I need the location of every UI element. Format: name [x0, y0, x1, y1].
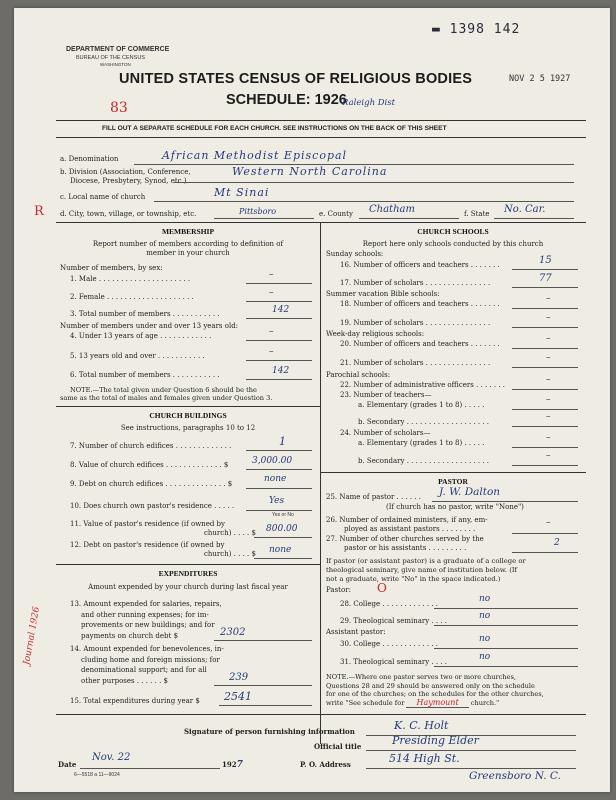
q2-value: –	[269, 288, 274, 298]
schedule-title: SCHEDULE: 1926	[226, 92, 347, 108]
pastor-note-3: for one of the churches; on the schedules for the other churches,	[326, 690, 544, 699]
pastor-note-4: write "See schedule for	[326, 698, 405, 707]
q5-number: 5.	[70, 352, 77, 360]
po-address-label: P. O. Address	[300, 760, 351, 769]
pastor-note-church-name: Haymount	[406, 698, 468, 708]
margin-r-mark: R	[34, 204, 44, 219]
graduate-instructions	[326, 557, 526, 584]
q28-value: no	[479, 594, 491, 604]
q28-text: 28. College	[340, 600, 381, 608]
q14-line-1: 14. Amount expended for benevolences, in-	[70, 645, 224, 653]
age-intro-label: Number of members under and over 13 years old:	[60, 322, 239, 330]
q17-value: 77	[539, 273, 552, 284]
year-digit: 7	[236, 760, 243, 770]
q24b-value: –	[546, 451, 551, 461]
q15-text: 15. Total expenditures during year	[70, 697, 194, 705]
q6-number: 6.	[70, 371, 77, 379]
q17-text: 17. Number of scholars	[340, 279, 424, 287]
red-number: 83	[110, 100, 128, 116]
city-label: WASHINGTON	[100, 62, 131, 67]
q20-value: –	[546, 334, 551, 344]
q25-label: 25. Name of pastor . . . . . .	[326, 493, 422, 501]
membership-note: NOTE.—The total given under Question 6 should be the	[70, 386, 257, 394]
q8-value: 3,000.00	[252, 456, 293, 466]
q29-value: no	[479, 611, 491, 621]
q22-label: 22. Number of administrative officers . . . . . . .	[340, 381, 506, 389]
pastor-red-mark: O	[377, 581, 387, 595]
year-prefix: 192	[222, 760, 237, 769]
census-schedule-sheet: DEPARTMENT OF COMMERCE BUREAU OF THE CENSUS WASHINGTON ▬ 1398 142 NOV 2 5 1927 UNITED STATES CENSUS OF RELIGIOUS BODIES SCHEDULE: 1926 Raleigh Dist 83 FILL OUT A SEPARATE SCHEDULE FOR EACH CHURCH. SEE INSTRUCTIONS ON THE BACK OF THIS SHEET a. Denomination African Methodist Episcopal b. Division (Association, Conference, Diocese, Presbytery, Synod, etc.) Western North Carolina R c. Local name of church Mt Sinai d. City, town, village, or township, etc. Pittsboro e. County Chatham f. State No. Car. MEMBERSHIP Report number of members according to definition of member in your church Number of members, by sex: 1. Male . . . . . . . . . . . . . . . . . . . . . – 2. Female . . . . . . . . . . . . . . . . . . . . – 3. Total number of members . . . . . . . . . . . 142 Number of members under and over 13 years old: 4. Under 13 years of age . . . . . . . . . . . . – 5. 13 years old and over . . . . . . . . . . . – 6. Total number of members . . . . . . . . . . . 142 NOTE.—The total given under Question 6 should be the same as the total of males and females given under Question 3. CHURCH BUILDINGS See instructions, paragraphs 10 to 12 7. Number of church edifices . . . . . . . . . . . . . 1 8. Value of church edifices . . . . . . . . . . . . . $ 3,000.00 9. Debt on church edifices . . . . . . . . . . . . . . $ none 10. Does church own pastor's residence . . . . . Yes Yes or No 11. Value of pastor's residence (if owned by church) . . . . $ 800.00 12. Debt on pastor's residence (if owned by church) . . . . $ none EXPENDITURES Amount expended by your church during last fiscal year 13. Amount expended for salaries, repairs, and other running expenses; for im- provements or new buildings; and for payments on church debt $ 2302 14. Amount expended for benevolences, in- cluding home and foreign missions; for denominational support; and for all other purposes . . . . . . $ 239 15. Total expenditures during year $ 2541 Journal 1926 CHURCH SCHOOLS Report here only schools conducted by this church Sunday schools: 16. Number of officers and teachers . . . . . . . 15 17. Number of scholars . . . . . . . . . . . . . . . 77 Summer vacation Bible schools: 18. Number of officers and teachers . . . . . . . – 19. Number of scholars . . . . . . . . . . . . . . . – Week-day religious schools: 20. Number of officers and teachers . . . . . . . – 21. Number of scholars . . . . . . . . . . . . . . . – Parochial schools: 22. Number of administrative officers . . . . . . . – 23. Number of teachers— a. Elementary (grades 1 to 8) . . . . . – b. Secondary . . . . . . . . . . . . . . . . . . . – 24. Number of scholars— a. Elementary (grades 1 to 8) . . . . . – b. Secondary . . . . . . . . . . . . . . . . . . . – PASTOR 25. Name of pastor . . . . . . J. W. Dalton (If church has no pastor, write "None") 26. Number of ordained ministers, if any, em- ployed as assistant pastors . . . . . . . . – 27. Number of other churches served by the pastor or his assistants . . . . . . . . . 2 If pastor (or assistant pastor) is a graduate of a college or theological seminary, give name of institution below. (If not a graduate, write "No" in the space indicated.) Pastor: O 28. College . . . . . . . . . . . . . no 29. Theological seminary . . . . no Assistant pastor: 30. College . . . . . . . . . . . . . no 31. Theological seminary . . . . no NOTE.—Where one pastor serves two or more churches, Questions 28 and 29 should be answered only on the schedule for one of the churches; on the schedules for the other churches, write "See schedule for Haymount church." Signature of person furnishing information K. C. Holt Official title Presiding Elder Date Nov. 22 1927 P. O. Address 514 High St. Greensboro N. C. 6—5518 a 11—9024	[14, 8, 610, 792]
q14-value: 239	[229, 672, 249, 683]
official-title-label: Official title	[314, 742, 362, 751]
q3-number: 3.	[70, 310, 77, 318]
signature-value: K. C. Holt	[394, 719, 449, 732]
q31-text: 31. Theological seminary	[340, 658, 430, 666]
q10-text: 10. Does church own pastor's residence	[70, 502, 212, 510]
q13-dollar: $	[173, 631, 179, 640]
q23a-value: –	[546, 395, 551, 405]
graduate-line-2: theological seminary, give name of institution below. (If	[326, 566, 518, 574]
q16-label: 16. Number of officers and teachers . . . . . . .	[340, 261, 500, 269]
q13-line-4: payments on church debt	[81, 631, 172, 640]
q3-value: 142	[272, 305, 290, 315]
district-note: Raleigh Dist	[342, 98, 396, 108]
q27-text-2: pastor or his assistants	[344, 544, 427, 552]
church-buildings-heading: CHURCH BUILDINGS	[149, 411, 227, 420]
q24b-label: b. Secondary . . . . . . . . . . . . . . . . . . .	[358, 457, 490, 465]
q18-label: 18. Number of officers and teachers . . . . . . .	[340, 300, 500, 308]
q24b-text: b. Secondary	[358, 457, 405, 465]
membership-note-2: same as the total of males and females given under Question 3.	[60, 394, 273, 402]
q22-text: 22. Number of administrative officers	[340, 381, 474, 389]
q11-label-2: church) . . . . $	[204, 529, 256, 537]
weekday-schools-label: Week-day religious schools:	[326, 330, 425, 338]
city-town-label: d. City, town, village, or township, etc.	[60, 210, 197, 218]
q5-label: 13 years old and over	[78, 352, 156, 360]
q8-dollar: $	[223, 461, 229, 469]
division-label-2: Diocese, Presbytery, Synod, etc.)	[70, 177, 187, 185]
q26-text-2: ployed as assistant pastors	[344, 525, 440, 533]
q3-label: Total number of members	[78, 310, 171, 318]
pastor-heading: PASTOR	[438, 477, 468, 486]
q25-text: 25. Name of pastor	[326, 493, 395, 501]
q15-value: 2541	[224, 690, 252, 703]
denomination-label: a. Denomination	[60, 155, 119, 163]
q30-value: no	[479, 634, 491, 644]
q14-line-4: other purposes	[81, 676, 135, 685]
q19-label: 19. Number of scholars . . . . . . . . . . . . . . .	[340, 319, 491, 327]
q15-label	[70, 697, 200, 705]
date-label: Date	[58, 760, 77, 769]
members-by-sex-label: Number of members, by sex:	[60, 264, 163, 272]
q23b-label: b. Secondary . . . . . . . . . . . . . . . . . . .	[358, 418, 490, 426]
q14-dollar: $	[163, 676, 169, 685]
expenditures-subheading: Amount expended by your church during last fiscal year	[88, 583, 288, 591]
q13-value: 2302	[220, 627, 246, 638]
form-title: UNITED STATES CENSUS OF RELIGIOUS BODIES	[119, 71, 473, 87]
q25-hint: (If church has no pastor, write "None")	[386, 503, 524, 511]
county-label: e. County	[319, 210, 353, 218]
q26-label-2: ployed as assistant pastors . . . . . . . .	[344, 525, 476, 533]
assistant-pastor-label: Assistant pastor:	[326, 628, 386, 636]
q20-label: 20. Number of officers and teachers . . . . . . .	[340, 340, 500, 348]
q13-label	[70, 599, 222, 641]
q14-label: 14. Amount expended for benevolences, in- cluding home and foreign missions; for denominational support; and for all other purposes . . . . . . $	[70, 645, 224, 685]
department-label: DEPARTMENT OF COMMERCE	[66, 46, 170, 53]
q21-text: 21. Number of scholars	[340, 359, 424, 367]
local-name-value: Mt Sinai	[214, 186, 270, 199]
q30-text: 30. College	[340, 640, 381, 648]
q4-value: –	[269, 327, 274, 337]
q13-line-2: and other running expenses; for im-	[81, 610, 209, 619]
q23b-text: b. Secondary	[358, 418, 405, 426]
q21-label: 21. Number of scholars . . . . . . . . . . . . . . .	[340, 359, 491, 367]
po-address-value: 514 High St.	[389, 752, 460, 765]
yes-no-caption: Yes or No	[272, 512, 294, 518]
q11-value: 800.00	[266, 524, 298, 534]
local-name-label: c. Local name of church	[60, 193, 146, 201]
q4-label: Under 13 years of age	[78, 332, 158, 340]
q18-text: 18. Number of officers and teachers	[340, 300, 469, 308]
q12-text-2: church)	[204, 550, 232, 558]
q2-label: Female	[78, 293, 105, 301]
summer-schools-label: Summer vacation Bible schools:	[326, 290, 440, 298]
q12-value: none	[269, 545, 292, 555]
parochial-schools-label: Parochial schools:	[326, 371, 391, 379]
church-schools-subheading: Report here only schools conducted by this church	[362, 240, 544, 248]
margin-journal-note: Journal 1926	[22, 605, 43, 666]
q24a-label: a. Elementary (grades 1 to 8) . . . . .	[358, 439, 485, 447]
q19-text: 19. Number of scholars	[340, 319, 424, 327]
q23a-text: a. Elementary (grades 1 to 8)	[358, 401, 463, 409]
q26-value: –	[546, 518, 551, 528]
q11-text-2: church)	[204, 529, 232, 537]
q6-value: 142	[272, 366, 290, 376]
q9-value: none	[264, 474, 287, 484]
q23b-value: –	[546, 412, 551, 422]
expenditures-heading: EXPENDITURES	[158, 569, 218, 578]
q9-label: 9. Debt on church edifices . . . . . . . . . . . . . . $	[70, 480, 233, 488]
q10-value: Yes	[269, 496, 285, 506]
q31-value: no	[479, 652, 491, 662]
q7-text: 7. Number of church edifices	[70, 442, 174, 450]
q1-number: 1.	[70, 275, 77, 283]
q20-text: 20. Number of officers and teachers	[340, 340, 469, 348]
q15-dollar: $	[195, 697, 200, 705]
q7-value: 1	[279, 435, 286, 448]
q2-number: 2.	[70, 293, 77, 301]
city-town-value: Pittsboro	[239, 207, 277, 216]
membership-intro: Report number of members according to definition of	[92, 240, 284, 248]
membership-intro-2: member in your church	[146, 249, 230, 257]
q16-value: 15	[539, 255, 552, 266]
bureau-label: BUREAU OF THE CENSUS	[76, 55, 145, 61]
pastor-note	[326, 673, 544, 707]
buildings-subheading: See instructions, paragraphs 10 to 12	[120, 424, 256, 432]
pastor-note-1: NOTE.—Where one pastor serves two or more churches,	[326, 673, 516, 681]
graduate-line-1: If pastor (or assistant pastor) is a graduate of a college or	[326, 557, 526, 565]
q22-value: –	[546, 375, 551, 385]
graduate-line-3: not a graduate, write "No" in the space indicated.)	[326, 575, 501, 583]
q13-line-1: 13. Amount expended for salaries, repairs,	[70, 600, 222, 608]
q10-label: 10. Does church own pastor's residence . . . . .	[70, 502, 235, 510]
q24a-value: –	[546, 433, 551, 443]
q12-label: 12. Debt on pastor's residence (if owned by	[70, 541, 225, 549]
q9-dollar: $	[227, 480, 233, 488]
q25-value: J. W. Dalton	[439, 486, 501, 498]
q13-line-3: provements or new buildings; and for	[81, 621, 215, 629]
state-value: No. Car.	[504, 204, 546, 215]
date-year	[222, 760, 243, 770]
division-label: b. Division (Association, Conference,	[60, 168, 191, 176]
division-value: Western North Carolina	[232, 165, 388, 178]
print-code: 6—5518 a 11—9024	[74, 772, 120, 778]
signature-label: Signature of person furnishing information	[184, 727, 355, 736]
q14-line-3: denominational support; and for all	[81, 666, 207, 674]
q4-number: 4.	[70, 332, 77, 340]
q29-text: 29. Theological seminary	[340, 617, 430, 625]
q27-label: 27. Number of other churches served by the	[326, 535, 484, 543]
po-city-value: Greensboro N. C.	[469, 770, 561, 782]
denomination-value: African Methodist Episcopal	[162, 149, 348, 162]
q8-text: 8. Value of church edifices	[70, 461, 164, 469]
q12-dollar: $	[251, 550, 256, 558]
membership-heading: MEMBERSHIP	[161, 227, 215, 236]
stamp-number: ▬ 1398 142	[432, 22, 521, 37]
q1-label: Male	[78, 275, 97, 283]
state-label: f. State	[464, 210, 490, 218]
q28-label: 28. College . . . . . . . . . . . . .	[340, 600, 439, 608]
q11-dollar: $	[251, 529, 256, 537]
date-value: Nov. 22	[92, 752, 131, 763]
instructions-banner: FILL OUT A SEPARATE SCHEDULE FOR EACH CHURCH. SEE INSTRUCTIONS ON THE BACK OF THIS SHEET	[102, 125, 447, 132]
q24a-text: a. Elementary (grades 1 to 8)	[358, 439, 463, 447]
q19-value: –	[546, 313, 551, 323]
q27-label-2: pastor or his assistants . . . . . . . . .	[344, 544, 467, 552]
q8-label: 8. Value of church edifices . . . . . . . . . . . . . $	[70, 461, 229, 469]
q16-text: 16. Number of officers and teachers	[340, 261, 469, 269]
county-value: Chatham	[369, 204, 415, 215]
q12-label-2: church) . . . . $	[204, 550, 256, 558]
q17-label: 17. Number of scholars . . . . . . . . . . . . . . .	[340, 279, 491, 287]
q24-label: 24. Number of scholars—	[340, 429, 431, 437]
official-title-value: Presiding Elder	[392, 734, 479, 747]
q5-value: –	[269, 347, 274, 357]
q23a-label: a. Elementary (grades 1 to 8) . . . . .	[358, 401, 485, 409]
q31-label: 31. Theological seminary . . . .	[340, 658, 448, 666]
q29-label: 29. Theological seminary . . . .	[340, 617, 448, 625]
pastor-note-5: church."	[470, 698, 500, 707]
q26-label: 26. Number of ordained ministers, if any, em-	[326, 516, 488, 524]
q11-label: 11. Value of pastor's residence (if owned by	[70, 520, 225, 528]
q14-line-2: cluding home and foreign missions; for	[81, 655, 220, 664]
q7-label: 7. Number of church edifices . . . . . . . . . . . . .	[70, 442, 232, 450]
q27-value: 2	[554, 538, 560, 548]
pastor-note-2: Questions 28 and 29 should be answered only on the schedule	[326, 681, 535, 690]
q9-text: 9. Debt on church edifices	[70, 480, 164, 488]
church-schools-heading: CHURCH SCHOOLS	[417, 227, 489, 236]
sunday-schools-label: Sunday schools:	[326, 250, 384, 258]
received-date-stamp: NOV 2 5 1927	[509, 74, 571, 84]
q1-value: –	[269, 270, 274, 280]
q30-label: 30. College . . . . . . . . . . . . .	[340, 640, 439, 648]
q23-label: 23. Number of teachers—	[340, 391, 432, 399]
q21-value: –	[546, 353, 551, 363]
q6-label: Total number of members	[78, 371, 171, 379]
q18-value: –	[546, 294, 551, 304]
pastor-sub-label: Pastor:	[326, 586, 351, 594]
